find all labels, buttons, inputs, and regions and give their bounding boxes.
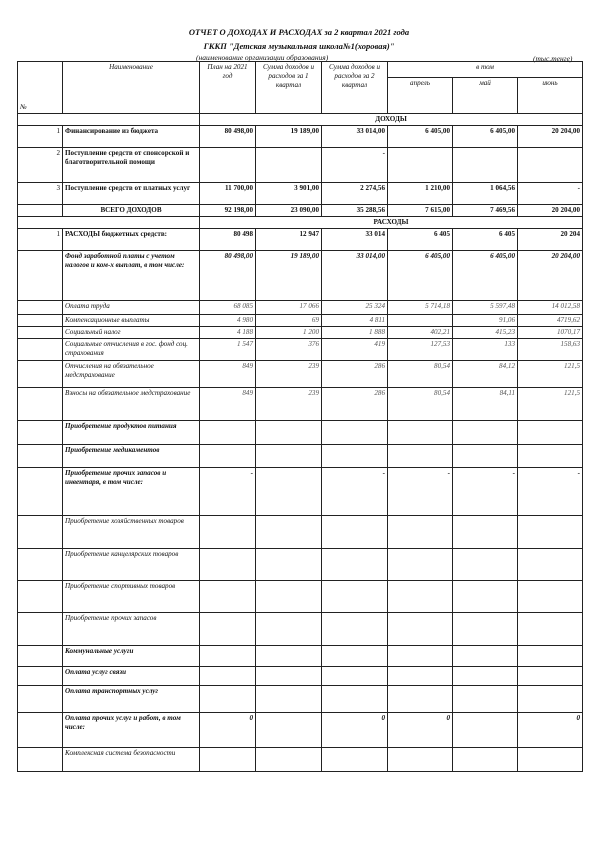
- cell-jun: [518, 646, 583, 667]
- expense-row: [18, 315, 583, 327]
- expense-row: [18, 613, 583, 646]
- section-spacer: [18, 114, 200, 126]
- row-number: [18, 388, 63, 421]
- cell-q1: [256, 646, 322, 667]
- cell-jun: 4719,62: [518, 315, 583, 327]
- units-label: (тыс.тенге): [533, 54, 573, 63]
- cell-may: 84,11: [453, 388, 518, 421]
- cell-q1: [256, 421, 322, 445]
- cell-jun: 20 204,00: [518, 251, 583, 301]
- expense-row: [18, 251, 583, 301]
- col-header-num: №: [18, 62, 63, 114]
- row-name: Приобретение спортивных товаров: [63, 581, 200, 613]
- cell-may: [453, 581, 518, 613]
- cell-q2: 33 014: [322, 229, 388, 251]
- row-number: 2: [18, 148, 63, 183]
- cell-apr: [388, 516, 453, 549]
- expense-section-header-label: РАСХОДЫ: [200, 217, 583, 229]
- cell-may: -: [453, 468, 518, 516]
- cell-apr: 5 714,18: [388, 301, 453, 315]
- cell-q2: [322, 421, 388, 445]
- report-title: ОТЧЕТ О ДОХОДАХ И РАСХОДАХ за 2 квартал 2021 года: [188, 27, 410, 37]
- cell-plan: 849: [200, 361, 256, 388]
- row-number: [18, 686, 63, 713]
- cell-may: [453, 148, 518, 183]
- cell-q1: [256, 516, 322, 549]
- cell-q1: [256, 148, 322, 183]
- row-number: [18, 549, 63, 581]
- cell-jun: 20 204: [518, 229, 583, 251]
- col-header-name: Наименование: [63, 62, 200, 114]
- cell-apr: 6 405: [388, 229, 453, 251]
- cell-q2: [322, 667, 388, 686]
- cell-jun: [518, 613, 583, 646]
- col-header-may: май: [453, 78, 518, 114]
- cell-may: 84,12: [453, 361, 518, 388]
- cell-may: [453, 713, 518, 748]
- row-name: Приобретение прочих запасов: [63, 613, 200, 646]
- income-row: [18, 148, 583, 183]
- row-number: [18, 581, 63, 613]
- row-name: Оплата прочих услуг и работ, в том числе:: [63, 713, 200, 748]
- income-section-header-label: ДОХОДЫ: [200, 114, 583, 126]
- cell-jun: [518, 421, 583, 445]
- row-name: Оплата труда: [63, 301, 200, 315]
- income-total-row: [18, 205, 583, 217]
- cell-plan: 80 498,00: [200, 126, 256, 148]
- cell-q1: [256, 581, 322, 613]
- section-spacer: [18, 217, 200, 229]
- row-name: Социальные отчисления в гос. фонд соц. страхования: [63, 339, 200, 361]
- row-number: [18, 301, 63, 315]
- cell-q1: [256, 613, 322, 646]
- cell-plan: [200, 148, 256, 183]
- expense-row: [18, 667, 583, 686]
- cell-q2: [322, 646, 388, 667]
- cell-jun: [518, 549, 583, 581]
- cell-jun: [518, 667, 583, 686]
- cell-may: 7 469,56: [453, 205, 518, 217]
- row-name: Приобретение продуктов питания: [63, 421, 200, 445]
- cell-apr: 6 405,00: [388, 251, 453, 301]
- cell-q1: 3 901,00: [256, 183, 322, 205]
- cell-q1: 239: [256, 361, 322, 388]
- row-name: Компенсационные выплаты: [63, 315, 200, 327]
- cell-q2: [322, 549, 388, 581]
- col-header-june: июнь: [518, 78, 583, 114]
- expense-row: [18, 327, 583, 339]
- cell-q2: 2 274,56: [322, 183, 388, 205]
- col-header-april: апрель: [388, 78, 453, 114]
- cell-may: [453, 421, 518, 445]
- cell-may: [453, 445, 518, 468]
- cell-may: [453, 646, 518, 667]
- cell-plan: 80 498,00: [200, 251, 256, 301]
- row-number: 1: [18, 126, 63, 148]
- cell-apr: 6 405,00: [388, 126, 453, 148]
- row-name: Отчисления на обязательное медстрахование: [63, 361, 200, 388]
- cell-jun: 14 012,58: [518, 301, 583, 315]
- expense-row: [18, 646, 583, 667]
- cell-plan: 4 188: [200, 327, 256, 339]
- cell-apr: [388, 421, 453, 445]
- cell-q1: 376: [256, 339, 322, 361]
- expense-row: [18, 713, 583, 748]
- row-number: 1: [18, 229, 63, 251]
- cell-q2: 25 324: [322, 301, 388, 315]
- cell-may: 6 405: [453, 229, 518, 251]
- row-number: [18, 646, 63, 667]
- cell-plan: [200, 613, 256, 646]
- cell-apr: 7 615,00: [388, 205, 453, 217]
- cell-jun: 20 204,00: [518, 126, 583, 148]
- cell-apr: [388, 667, 453, 686]
- income-row: [18, 126, 583, 148]
- cell-q1: [256, 686, 322, 713]
- row-name: Приобретение хозяйственных товаров: [63, 516, 200, 549]
- cell-q2: [322, 613, 388, 646]
- cell-q2: [322, 581, 388, 613]
- row-name: Социальный налог: [63, 327, 200, 339]
- cell-may: [453, 516, 518, 549]
- expense-row: [18, 421, 583, 445]
- col-header-group: в том: [388, 62, 583, 78]
- cell-apr: [388, 748, 453, 772]
- cell-q2: 35 288,56: [322, 205, 388, 217]
- expense-row: [18, 748, 583, 772]
- cell-may: [453, 667, 518, 686]
- cell-q2: 286: [322, 388, 388, 421]
- header-row: [18, 62, 583, 78]
- cell-plan: 0: [200, 713, 256, 748]
- cell-may: [453, 613, 518, 646]
- expense-row: [18, 339, 583, 361]
- row-number: [18, 516, 63, 549]
- income-section-header: [18, 114, 583, 126]
- cell-q1: [256, 445, 322, 468]
- cell-jun: -: [518, 468, 583, 516]
- expense-row: [18, 549, 583, 581]
- cell-q2: [322, 445, 388, 468]
- col-header-plan: План на 2021 год: [200, 62, 256, 114]
- cell-plan: [200, 667, 256, 686]
- cell-jun: [518, 686, 583, 713]
- cell-plan: -: [200, 468, 256, 516]
- row-number: [18, 713, 63, 748]
- cell-plan: [200, 646, 256, 667]
- cell-plan: [200, 516, 256, 549]
- cell-may: 133: [453, 339, 518, 361]
- row-number: [18, 327, 63, 339]
- cell-may: [453, 686, 518, 713]
- cell-jun: 121,5: [518, 388, 583, 421]
- cell-plan: [200, 581, 256, 613]
- cell-q1: 69: [256, 315, 322, 327]
- cell-apr: [388, 445, 453, 468]
- cell-q2: 33 014,00: [322, 126, 388, 148]
- expense-row: [18, 361, 583, 388]
- cell-plan: [200, 748, 256, 772]
- row-number: [18, 361, 63, 388]
- row-number: [18, 315, 63, 327]
- cell-q1: [256, 748, 322, 772]
- cell-q1: [256, 667, 322, 686]
- income-row: [18, 183, 583, 205]
- row-number: [18, 667, 63, 686]
- cell-apr: [388, 646, 453, 667]
- cell-jun: 121,5: [518, 361, 583, 388]
- cell-plan: [200, 549, 256, 581]
- cell-q1: [256, 713, 322, 748]
- row-name: Поступление средств от спонсорской и благотворительной помощи: [63, 148, 200, 183]
- report-table: [17, 61, 583, 772]
- cell-plan: 92 198,00: [200, 205, 256, 217]
- row-name: Фонд заработной платы с учетом налогов и ком-х выплат, в том числе:: [63, 251, 200, 301]
- cell-jun: 1070,17: [518, 327, 583, 339]
- cell-q2: 0: [322, 713, 388, 748]
- organization-name: ГККП "Детская музыкальная школа№1(хоровая)": [203, 41, 395, 51]
- cell-q2: -: [322, 148, 388, 183]
- row-name: Поступление средств от платных услуг: [63, 183, 200, 205]
- row-name: Финансирование из бюджета: [63, 126, 200, 148]
- cell-apr: 80,54: [388, 361, 453, 388]
- cell-apr: -: [388, 468, 453, 516]
- cell-q1: 17 066: [256, 301, 322, 315]
- cell-plan: 849: [200, 388, 256, 421]
- cell-plan: [200, 686, 256, 713]
- row-number: 3: [18, 183, 63, 205]
- cell-apr: [388, 148, 453, 183]
- cell-may: 415,23: [453, 327, 518, 339]
- cell-jun: [518, 445, 583, 468]
- row-number: [18, 468, 63, 516]
- cell-apr: 80,54: [388, 388, 453, 421]
- row-number: [18, 339, 63, 361]
- cell-apr: [388, 549, 453, 581]
- cell-q2: [322, 748, 388, 772]
- cell-plan: 4 980: [200, 315, 256, 327]
- cell-jun: [518, 581, 583, 613]
- row-name: Оплата транспортных услуг: [63, 686, 200, 713]
- cell-q1: 23 090,00: [256, 205, 322, 217]
- col-header-q1: Сумма доходов и расходов за 1 квартал: [256, 62, 322, 114]
- cell-q1: 19 189,00: [256, 126, 322, 148]
- organization-caption: (наименование организации образования): [196, 53, 329, 62]
- row-name: Приобретение прочих запасов и инвентаря, в том числе:: [63, 468, 200, 516]
- cell-apr: 402,21: [388, 327, 453, 339]
- expense-row: [18, 388, 583, 421]
- cell-q2: 1 888: [322, 327, 388, 339]
- cell-q1: 239: [256, 388, 322, 421]
- row-name: Коммунальные услуги: [63, 646, 200, 667]
- cell-q2: -: [322, 468, 388, 516]
- row-number: [18, 748, 63, 772]
- cell-q1: [256, 549, 322, 581]
- row-number: [18, 613, 63, 646]
- row-name: Приобретение медикаментов: [63, 445, 200, 468]
- cell-q1: 19 189,00: [256, 251, 322, 301]
- cell-may: 5 597,48: [453, 301, 518, 315]
- cell-q1: 12 947: [256, 229, 322, 251]
- expense-section-header: [18, 217, 583, 229]
- cell-may: 6 405,00: [453, 251, 518, 301]
- cell-jun: [518, 516, 583, 549]
- cell-jun: [518, 148, 583, 183]
- cell-may: 6 405,00: [453, 126, 518, 148]
- col-header-q2: Сумма доходов и расходов за 2 квартал: [322, 62, 388, 114]
- expense-row: [18, 581, 583, 613]
- cell-jun: 158,63: [518, 339, 583, 361]
- row-name: Оплата услуг связи: [63, 667, 200, 686]
- cell-jun: 0: [518, 713, 583, 748]
- cell-apr: 127,53: [388, 339, 453, 361]
- cell-apr: [388, 686, 453, 713]
- cell-q2: 4 811: [322, 315, 388, 327]
- row-name: ВСЕГО ДОХОДОВ: [63, 205, 200, 217]
- cell-q1: [256, 468, 322, 516]
- cell-apr: 1 210,00: [388, 183, 453, 205]
- cell-may: [453, 748, 518, 772]
- row-name: Комплексная система безопасности: [63, 748, 200, 772]
- cell-plan: [200, 421, 256, 445]
- expense-row: [18, 229, 583, 251]
- cell-plan: 1 547: [200, 339, 256, 361]
- cell-q2: [322, 516, 388, 549]
- cell-plan: 80 498: [200, 229, 256, 251]
- row-number: [18, 421, 63, 445]
- cell-q2: [322, 686, 388, 713]
- cell-jun: [518, 748, 583, 772]
- row-name: Взносы на обязательное медстрахование: [63, 388, 200, 421]
- cell-q1: 1 200: [256, 327, 322, 339]
- cell-q2: 419: [322, 339, 388, 361]
- cell-apr: [388, 315, 453, 327]
- cell-may: [453, 549, 518, 581]
- expense-row: [18, 468, 583, 516]
- row-number: [18, 205, 63, 217]
- cell-plan: [200, 445, 256, 468]
- cell-apr: 0: [388, 713, 453, 748]
- expense-row: [18, 445, 583, 468]
- cell-plan: 68 085: [200, 301, 256, 315]
- cell-may: 1 064,56: [453, 183, 518, 205]
- cell-jun: 20 204,00: [518, 205, 583, 217]
- row-name: Приобретение канцелярских товаров: [63, 549, 200, 581]
- cell-q2: 33 014,00: [322, 251, 388, 301]
- row-number: [18, 445, 63, 468]
- cell-q2: 286: [322, 361, 388, 388]
- expense-row: [18, 516, 583, 549]
- cell-plan: 11 700,00: [200, 183, 256, 205]
- expense-row: [18, 686, 583, 713]
- expense-row: [18, 301, 583, 315]
- cell-apr: [388, 581, 453, 613]
- row-number: [18, 251, 63, 301]
- cell-may: 91,06: [453, 315, 518, 327]
- cell-apr: [388, 613, 453, 646]
- cell-jun: -: [518, 183, 583, 205]
- row-name: РАСХОДЫ бюджетных средств:: [63, 229, 200, 251]
